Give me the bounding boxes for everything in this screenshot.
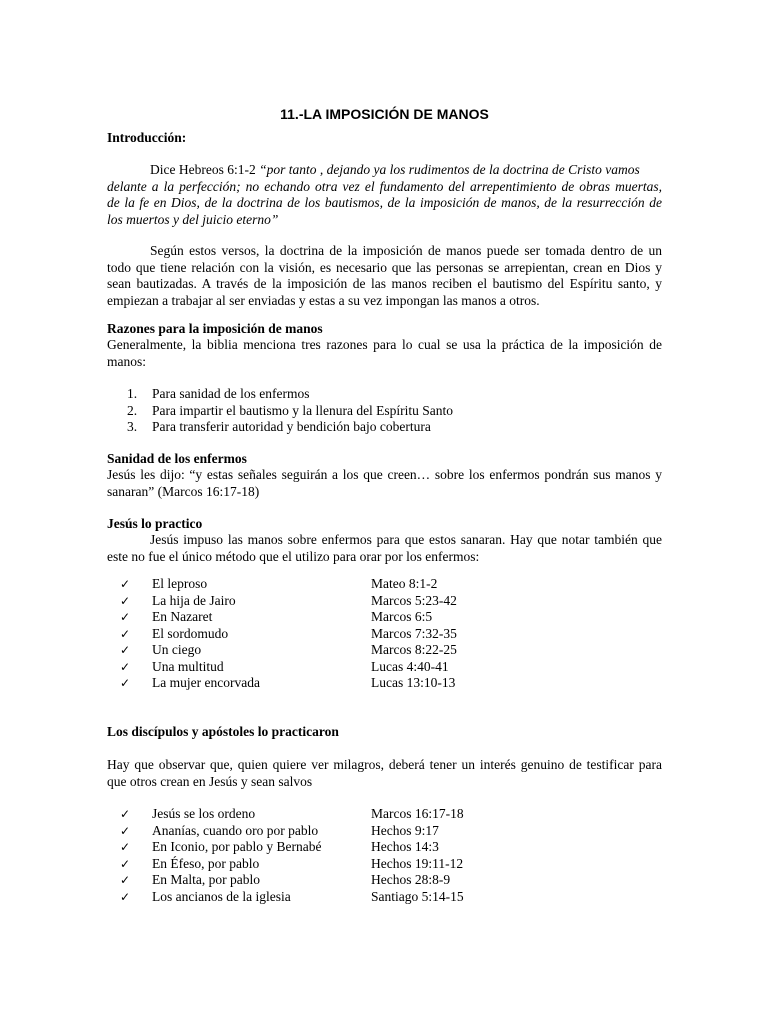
checklist-item-text: Los ancianos de la iglesia	[152, 888, 291, 904]
bible-reference: Marcos 6:5	[371, 609, 433, 624]
section-heading-razones: Razones para la imposición de manos	[107, 321, 323, 336]
checklist-item	[120, 576, 438, 593]
paragraph-line: sanaran” (Marcos 16:17-18)	[107, 483, 260, 499]
checklist-item-text: El leproso	[152, 576, 208, 591]
checklist-item	[120, 592, 457, 610]
checklist-item	[120, 609, 433, 626]
intro-heading: Introducción:	[107, 130, 187, 145]
bible-reference: Hechos 14:3	[371, 839, 439, 854]
bible-reference: Hechos 19:11-12	[371, 855, 464, 871]
bible-reference: Lucas 4:40-41	[371, 658, 449, 674]
paragraph-line: manos:	[107, 353, 146, 369]
checklist-item	[120, 839, 439, 856]
paragraph-discipulos	[107, 757, 662, 790]
checkmark-icon: ✓	[120, 626, 131, 641]
checklist-item-text: La hija de Jairo	[152, 592, 236, 608]
intro-line	[107, 162, 662, 179]
paragraph-line: sean bautizadas. A través de la imposición de las manos reciben el bautismo del Espíritu santo, y	[107, 276, 662, 291]
paragraph-line: Jesús les dijo: “y estas señales seguirán a los que creen… sobre los enfermos pondrán sus manos y	[107, 467, 662, 482]
list-number: 1.	[127, 386, 138, 401]
bible-reference: Marcos 8:22-25	[371, 642, 457, 657]
checklist-item	[120, 642, 457, 659]
checklist-item-text: El sordomudo	[152, 625, 229, 641]
checklist-item	[120, 888, 464, 906]
bible-reference: Lucas 13:10-13	[371, 675, 456, 690]
list-item-text: Para impartir el bautismo y la llenura del Espíritu Santo	[152, 402, 454, 418]
checkmark-icon: ✓	[120, 807, 131, 821]
list-item-text: Para transferir autoridad y bendición bajo cobertura	[152, 419, 431, 434]
checklist-item	[120, 855, 464, 873]
checkmark-icon: ✓	[120, 659, 131, 674]
checklist-item	[120, 872, 451, 889]
list-item	[127, 403, 453, 420]
paragraph-line: empiezan a trabajar al ser enviadas y estas a su vez impongan las manos a otros.	[107, 292, 540, 308]
list-number: 2.	[127, 402, 138, 418]
list-item	[127, 419, 453, 436]
paragraph-jesus	[107, 532, 662, 565]
paragraph-line: Según estos versos, la doctrina de la imposición de manos puede ser tomada dentro de un	[150, 243, 662, 258]
paragraph-line: este no fue el único método que el utilizo para orar por los enfermos:	[107, 548, 480, 564]
intro-reference: Dice Hebreos 6:1-2	[150, 162, 260, 177]
intro-paragraph	[107, 162, 662, 228]
bible-reference: Hechos 28:8-9	[371, 872, 451, 887]
checkmark-icon: ✓	[120, 610, 131, 624]
checklist-item	[120, 806, 464, 823]
checkmark-icon: ✓	[120, 873, 131, 887]
list-number: 3.	[127, 419, 138, 434]
paragraph-line: que otros crean en Jesús y sean salvos	[107, 773, 313, 789]
section-heading-jesus: Jesús lo practico	[107, 516, 203, 531]
intro-line: los muertos y del juicio eterno”	[107, 211, 279, 227]
intro-quote: “por tanto , dejando ya los rudimentos de la doctrina de Cristo vamos	[259, 162, 640, 177]
checklist-item-text: Ananías, cuando oro por pablo	[152, 822, 319, 838]
bible-reference: Marcos 16:17-18	[371, 806, 464, 821]
page-title: 11.-LA IMPOSICIÓN DE MANOS	[280, 106, 489, 122]
bible-reference: Santiago 5:14-15	[371, 888, 464, 904]
checkmark-icon: ✓	[120, 823, 131, 838]
bible-reference: Hechos 9:17	[371, 822, 439, 838]
checklist-item-text: En Iconio, por pablo y Bernabé	[152, 839, 322, 854]
checklist-item-text: En Éfeso, por pablo	[152, 855, 260, 871]
checklist-item-text: Un ciego	[152, 642, 202, 657]
jesus-examples-list	[120, 576, 457, 692]
checkmark-icon: ✓	[120, 577, 131, 591]
bible-reference: Mateo 8:1-2	[371, 576, 438, 591]
checkmark-icon: ✓	[120, 840, 131, 854]
checklist-item-text: La mujer encorvada	[152, 675, 260, 690]
checkmark-icon: ✓	[120, 676, 131, 690]
checkmark-icon: ✓	[120, 643, 131, 657]
checkmark-icon: ✓	[120, 593, 131, 608]
paragraph-line: Generalmente, la biblia menciona tres razones para lo cual se usa la práctica de la imposición de	[107, 337, 662, 352]
intro-line: de la fe en Dios, de la doctrina de los bautismos, de la imposición de manos, de la resurrección de	[107, 195, 662, 210]
checkmark-icon: ✓	[120, 889, 131, 904]
checklist-item	[120, 822, 439, 840]
intro-line: delante a la perfección; no echando otra vez el fundamento del arrepentimiento de obras muertas,	[107, 178, 662, 194]
checklist-item-text: En Nazaret	[152, 609, 213, 624]
paragraph-line: Hay que observar que, quien quiere ver milagros, deberá tener un interés genuino de testificar para	[107, 757, 662, 772]
checkmark-icon: ✓	[120, 856, 131, 871]
paragraph-vision	[107, 243, 662, 309]
list-item-text: Para sanidad de los enfermos	[152, 386, 310, 401]
checklist-item	[120, 658, 449, 676]
section-heading-discipulos: Los discípulos y apóstoles lo practicaron	[107, 724, 339, 739]
checklist-item	[120, 675, 456, 692]
razones-list	[127, 386, 453, 436]
paragraph-line: todo que tiene relación con la visión, es necesario que las personas se arrepientan, crean en Dios y	[107, 259, 662, 275]
paragraph-sanidad	[107, 467, 662, 500]
paragraph-razones	[107, 337, 662, 370]
bible-reference: Marcos 7:32-35	[371, 625, 457, 641]
checklist-item-text: Una multitud	[152, 658, 224, 674]
bible-reference: Marcos 5:23-42	[371, 592, 457, 608]
checklist-item	[120, 625, 457, 643]
discipulos-examples-list	[120, 806, 464, 905]
paragraph-line: Jesús impuso las manos sobre enfermos para que estos sanaran. Hay que notar también que	[150, 532, 662, 547]
list-item	[127, 386, 453, 403]
checklist-item-text: En Malta, por pablo	[152, 872, 260, 887]
checklist-item-text: Jesús se los ordeno	[152, 806, 256, 821]
section-heading-sanidad: Sanidad de los enfermos	[107, 451, 247, 466]
